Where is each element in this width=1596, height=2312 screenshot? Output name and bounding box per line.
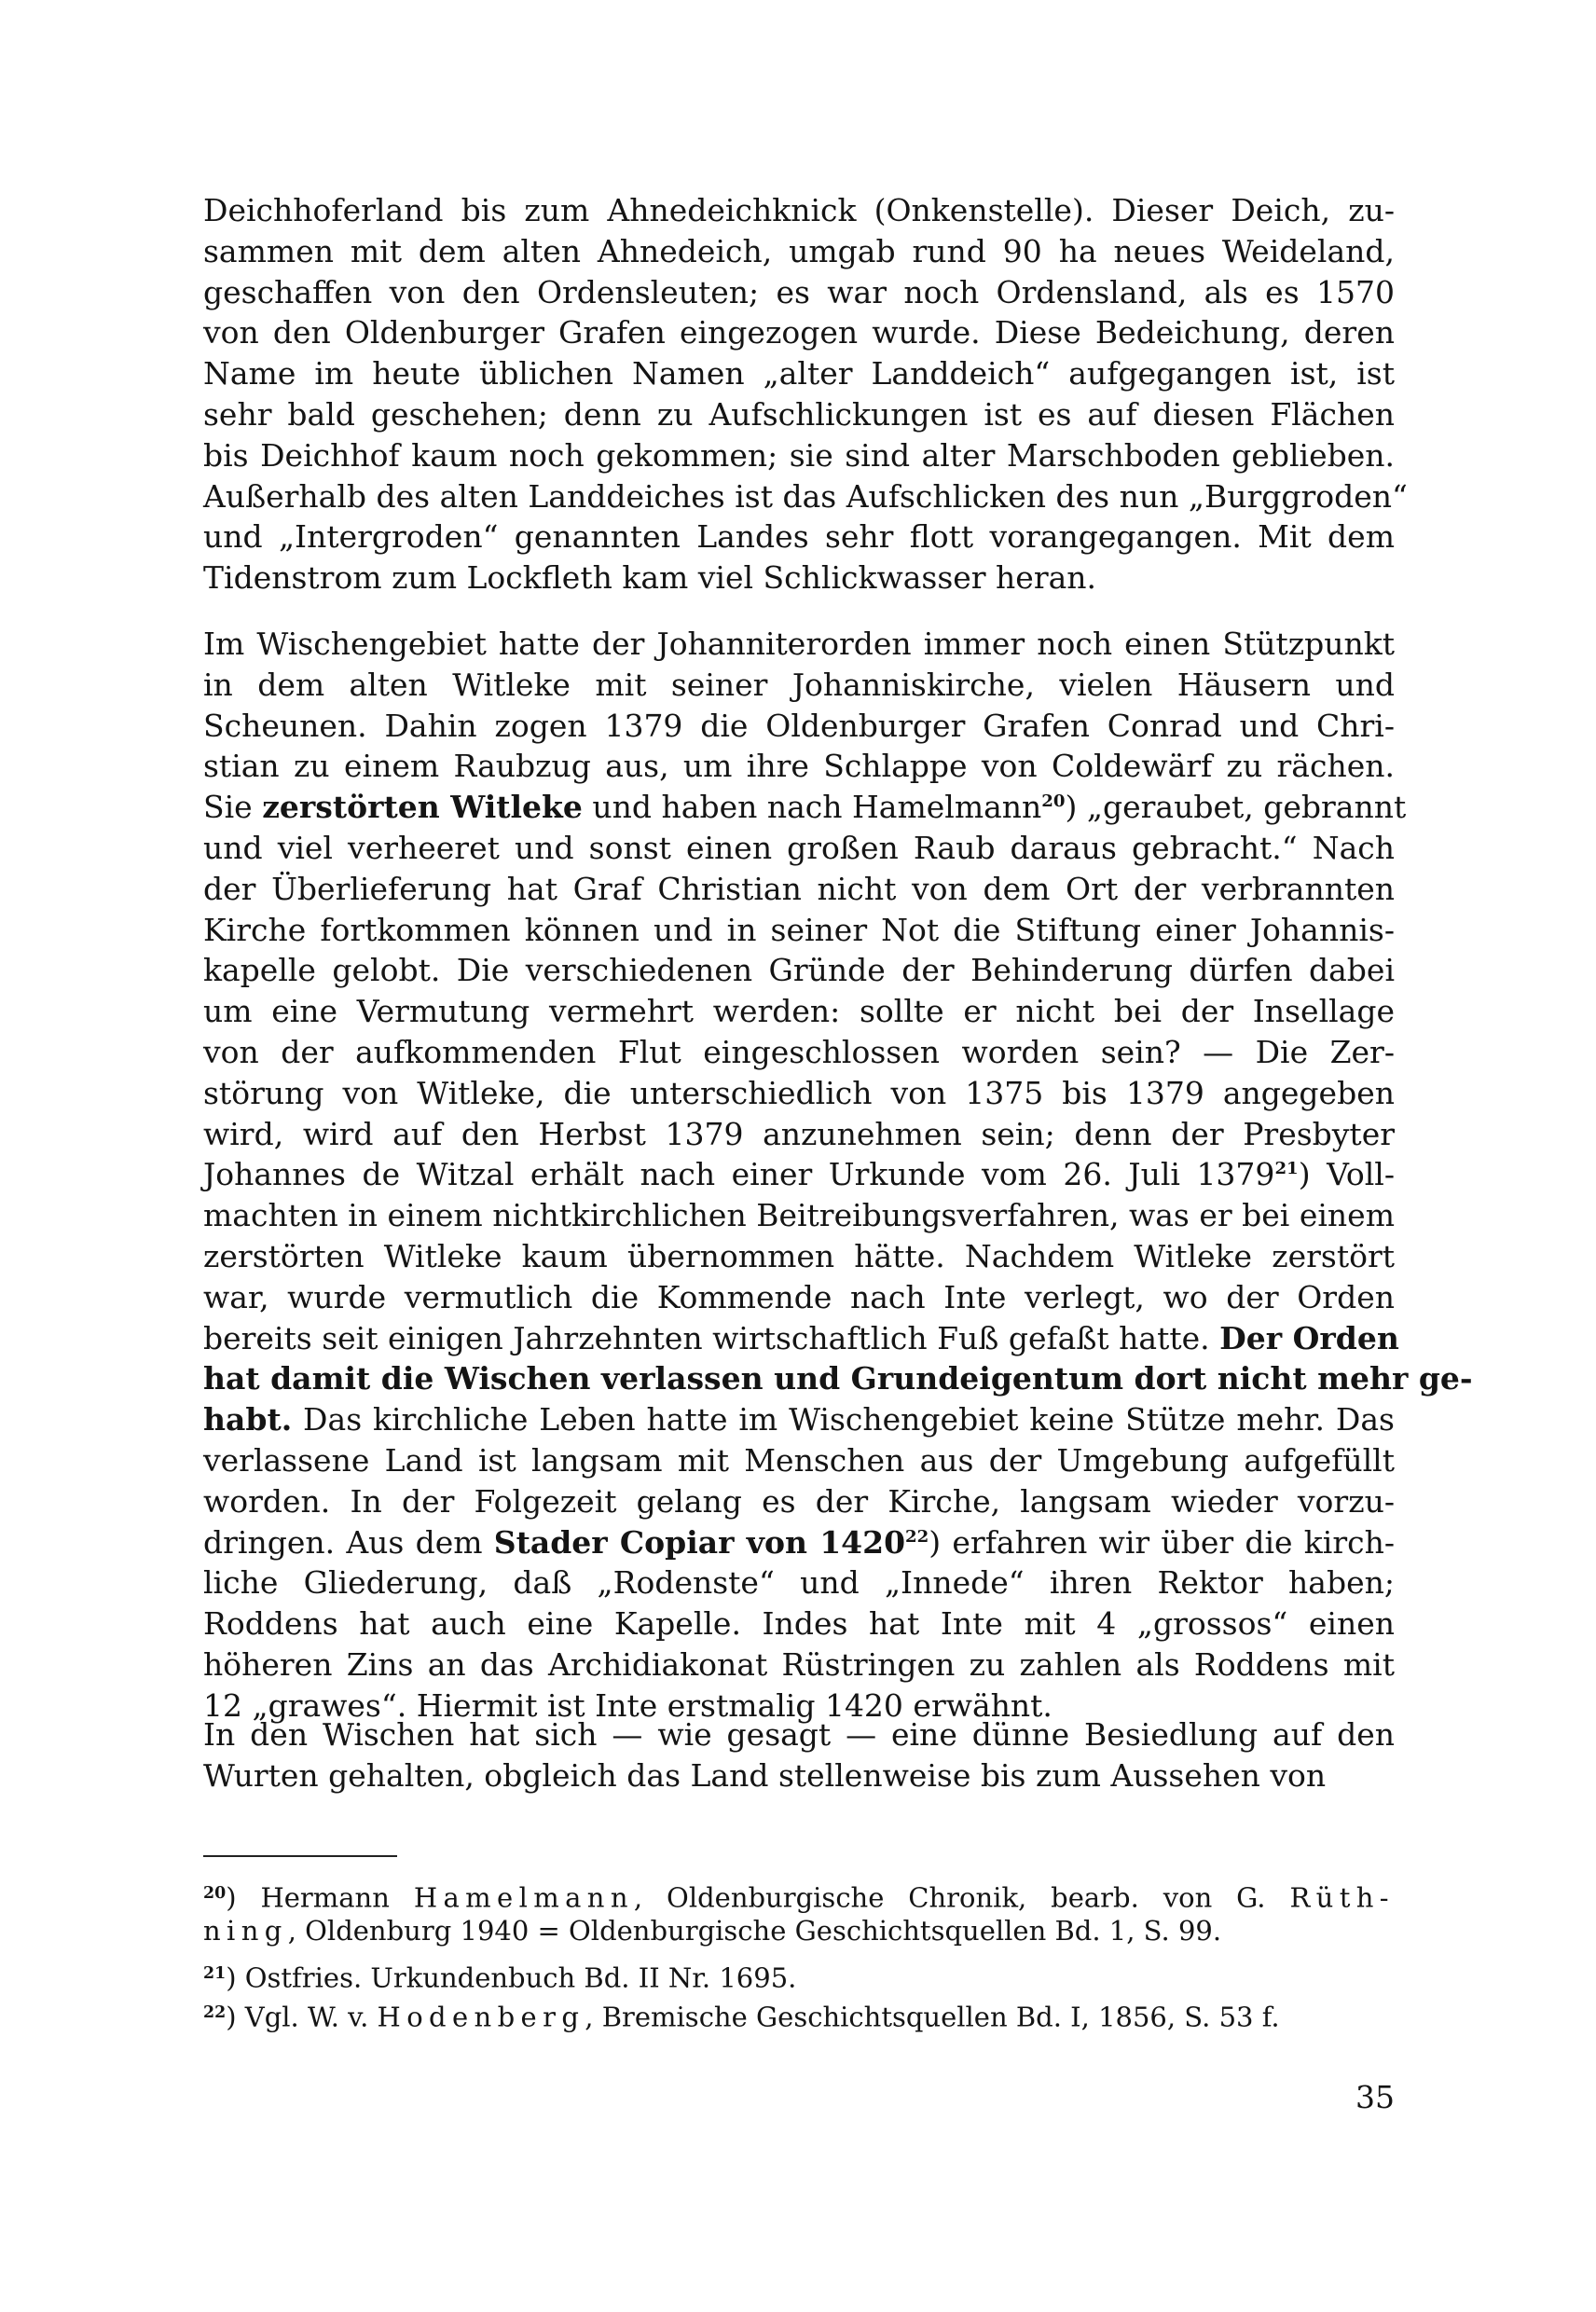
text-segment: , Oldenburg 1940 = Oldenburgische Geschichtsquellen Bd. 1, S. 99. <box>287 1915 1222 1947</box>
text-line <box>203 231 1395 272</box>
text-line <box>203 1032 1395 1073</box>
text-line <box>203 1114 1395 1155</box>
text-segment: zerstörten Witleke kaum übernommen hätte. Nachdem Witleke zerstört <box>203 1238 1395 1274</box>
spaced-name: ning <box>203 1915 288 1947</box>
footnote-line <box>203 1875 1395 1912</box>
bold-text: zerstörten Witleke <box>262 789 583 826</box>
text-segment: stian zu einem Raubzug aus, um ihre Schlappe von Coldewärf zu rächen. <box>203 748 1395 785</box>
text-segment: von der aufkommenden Flut eingeschlossen worden sein? — Die Zer- <box>203 1034 1395 1070</box>
text-segment: machten in einem nichtkirchlichen Beitreibungsverfahren, was er bei einem <box>203 1197 1395 1234</box>
text-segment: von den Oldenburger Grafen eingezogen wurde. Diese Bedeichung, deren <box>203 314 1395 351</box>
text-line <box>203 1236 1395 1277</box>
text-segment: störung von Witleke, die unterschiedlich von 1375 bis 1379 angegeben <box>203 1074 1395 1111</box>
text-line <box>203 624 1395 665</box>
text-line <box>203 1645 1395 1686</box>
bold-text: habt. <box>203 1401 293 1438</box>
text-segment: Kirche fortkommen können und in seiner Not die Stiftung einer Johannis- <box>203 911 1395 948</box>
text-line <box>203 1603 1395 1645</box>
text-segment: dringen. Aus dem <box>203 1523 494 1561</box>
text-line <box>203 746 1395 787</box>
text-segment: Sie <box>203 789 263 826</box>
text-segment: Im Wischengebiet hatte der Johanniterorden immer noch einen Stützpunkt <box>203 626 1395 662</box>
text-line <box>203 476 1408 517</box>
text-line <box>203 1277 1395 1318</box>
text-segment: Roddens hat auch eine Kapelle. Indes hat Inte mit 4 „grossos“ einen <box>203 1605 1395 1643</box>
text-line <box>203 787 1407 828</box>
text-line <box>203 1399 1395 1440</box>
text-segment: in dem alten Witleke mit seiner Johanniskirche, vielen Häusern und <box>203 666 1395 703</box>
text-line <box>203 435 1395 476</box>
text-segment: verlassene Land ist langsam mit Menschen aus der Umgebung aufgefüllt <box>203 1442 1395 1479</box>
spaced-name: Rüth- <box>1289 1881 1395 1914</box>
text-segment: Das kirchliche Leben hatte im Wischengebiet keine Stütze mehr. Das <box>292 1401 1395 1438</box>
footnote-line <box>203 1994 1395 2031</box>
footnote-number: 22 <box>203 2003 227 2022</box>
text-segment: Wurten gehalten, obgleich das Land stellenweise bis zum Aussehen von <box>203 1756 1327 1794</box>
text-line <box>203 706 1395 747</box>
footnote-number-paren: ) <box>226 1881 261 1914</box>
text-segment: liche Gliederung, daß „Rodenste“ und „Innede“ ihren Rektor haben; <box>203 1564 1395 1602</box>
text-segment: höheren Zins an das Archidiakonat Rüstringen zu zahlen als Roddens mit <box>203 1646 1395 1683</box>
text-line <box>203 557 1395 599</box>
text-segment: , Oldenburgische Chronik, bearb. von G. <box>633 1881 1290 1914</box>
footnote-line <box>203 1912 1395 1949</box>
text-segment: In den Wischen hat sich — wie gesagt — eine dünne Besiedlung auf den <box>203 1716 1395 1753</box>
text-segment: und „Intergroden“ genannten Landes sehr flott vorangegangen. Mit dem <box>203 518 1395 556</box>
text-segment: bereits seit einigen Jahrzehnten wirtschaftlich Fuß gefaßt hatte. <box>203 1319 1220 1356</box>
text-line <box>203 828 1395 869</box>
text-line <box>203 1755 1395 1796</box>
text-segment: und haben nach Hamelmann <box>582 789 1042 826</box>
text-segment: Name im heute üblichen Namen „alter Landdeich“ aufgegangen ist, ist <box>203 355 1395 392</box>
text-line <box>203 312 1395 353</box>
text-line <box>203 1358 1473 1399</box>
text-line <box>203 1481 1395 1522</box>
text-segment: um eine Vermutung vermehrt werden: sollte er nicht bei der Insellage <box>203 993 1395 1030</box>
footnote-reference: 20 <box>1041 791 1066 812</box>
text-segment: Außerhalb des alten Landdeiches ist das Aufschlicken des nun „Burggroden“ <box>203 477 1408 515</box>
text-line <box>203 1562 1395 1603</box>
footnote-number-paren: ) <box>226 1961 245 1994</box>
text-line <box>203 1073 1395 1114</box>
text-segment: Deichhoferland bis zum Ahnedeichknick (Onkenstelle). Dieser Deich, zu- <box>203 192 1395 228</box>
text-segment: der Überlieferung hat Graf Christian nicht von dem Ort der verbrannten <box>203 870 1395 907</box>
text-segment: Ostfries. Urkundenbuch Bd. II Nr. 1695. <box>244 1961 797 1994</box>
bold-text: Stader Copiar von 1420 <box>493 1523 906 1561</box>
text-segment: , Bremische Geschichtsquellen Bd. I, 1856, S. 53 f. <box>585 2001 1280 2033</box>
text-segment: Vgl. W. v. <box>244 2001 378 2033</box>
text-segment: ) erfahren wir über die kirch- <box>929 1523 1395 1561</box>
text-line <box>203 1440 1395 1481</box>
text-segment: 12 „grawes“. Hiermit ist Inte erstmalig 1420 erwähnt. <box>203 1686 1053 1724</box>
text-line <box>203 950 1395 991</box>
text-segment: geschaffen von den Ordensleuten; es war noch Ordensland, als es 1570 <box>203 273 1395 310</box>
text-segment: wird, wird auf den Herbst 1379 anzunehmen sein; denn der Presbyter <box>203 1115 1395 1152</box>
text-segment: sammen mit dem alten Ahnedeich, umgab rund 90 ha neues Weideland, <box>203 232 1395 269</box>
text-line <box>203 1154 1395 1195</box>
spaced-name: Hodenberg <box>377 2001 585 2033</box>
text-segment: und viel verheeret und sonst einen großen Raub daraus gebracht.“ Nach <box>203 830 1395 866</box>
footnote-number: 20 <box>203 1884 227 1903</box>
text-line <box>203 394 1395 435</box>
footnote-line <box>203 1955 1395 1992</box>
spaced-name: Hamelmann <box>413 1881 634 1914</box>
text-segment: Hermann <box>260 1881 414 1914</box>
text-line <box>203 190 1395 231</box>
text-line <box>203 665 1395 706</box>
footnote-number: 21 <box>203 1964 227 1983</box>
page-number: 35 <box>1355 2079 1395 2115</box>
text-segment: ) Voll- <box>1298 1156 1395 1193</box>
text-segment: Johannes de Witzal erhält nach einer Urkunde vom 26. Juli 1379 <box>203 1156 1275 1193</box>
bold-text: Der Orden <box>1219 1319 1399 1356</box>
footnote-reference: 21 <box>1274 1159 1299 1179</box>
text-segment: Scheunen. Dahin zogen 1379 die Oldenburger Grafen Conrad und Chri- <box>203 707 1395 744</box>
text-segment: kapelle gelobt. Die verschiedenen Gründe der Behinderung dürfen dabei <box>203 952 1395 989</box>
text-line <box>203 991 1395 1032</box>
text-line <box>203 1195 1395 1236</box>
text-line <box>203 910 1395 951</box>
text-line <box>203 1522 1395 1563</box>
footnote-reference: 22 <box>905 1526 929 1547</box>
text-segment: war, wurde vermutlich die Kommende nach Inte verlegt, wo der Orden <box>203 1278 1395 1315</box>
footnote-number-paren: ) <box>226 2001 245 2033</box>
text-line <box>203 272 1395 313</box>
text-line <box>203 1318 1399 1359</box>
text-line <box>203 1714 1395 1755</box>
text-segment: worden. In der Folgezeit gelang es der Kirche, langsam wieder vorzu- <box>203 1482 1395 1520</box>
text-line <box>203 869 1395 910</box>
text-segment: sehr bald geschehen; denn zu Aufschlickungen ist es auf diesen Flächen <box>203 396 1395 433</box>
bold-text: hat damit die Wischen verlassen und Grundeigentum dort nicht mehr ge- <box>203 1360 1473 1397</box>
text-segment: ) „geraubet, gebrannt <box>1065 789 1407 826</box>
text-line <box>203 353 1395 394</box>
footnote-separator <box>203 1855 397 1857</box>
text-segment: Tidenstrom zum Lockfleth kam viel Schlickwasser heran. <box>203 559 1097 597</box>
text-segment: bis Deichhof kaum noch gekommen; sie sind alter Marschboden geblieben. <box>203 436 1395 474</box>
text-line <box>203 516 1395 557</box>
